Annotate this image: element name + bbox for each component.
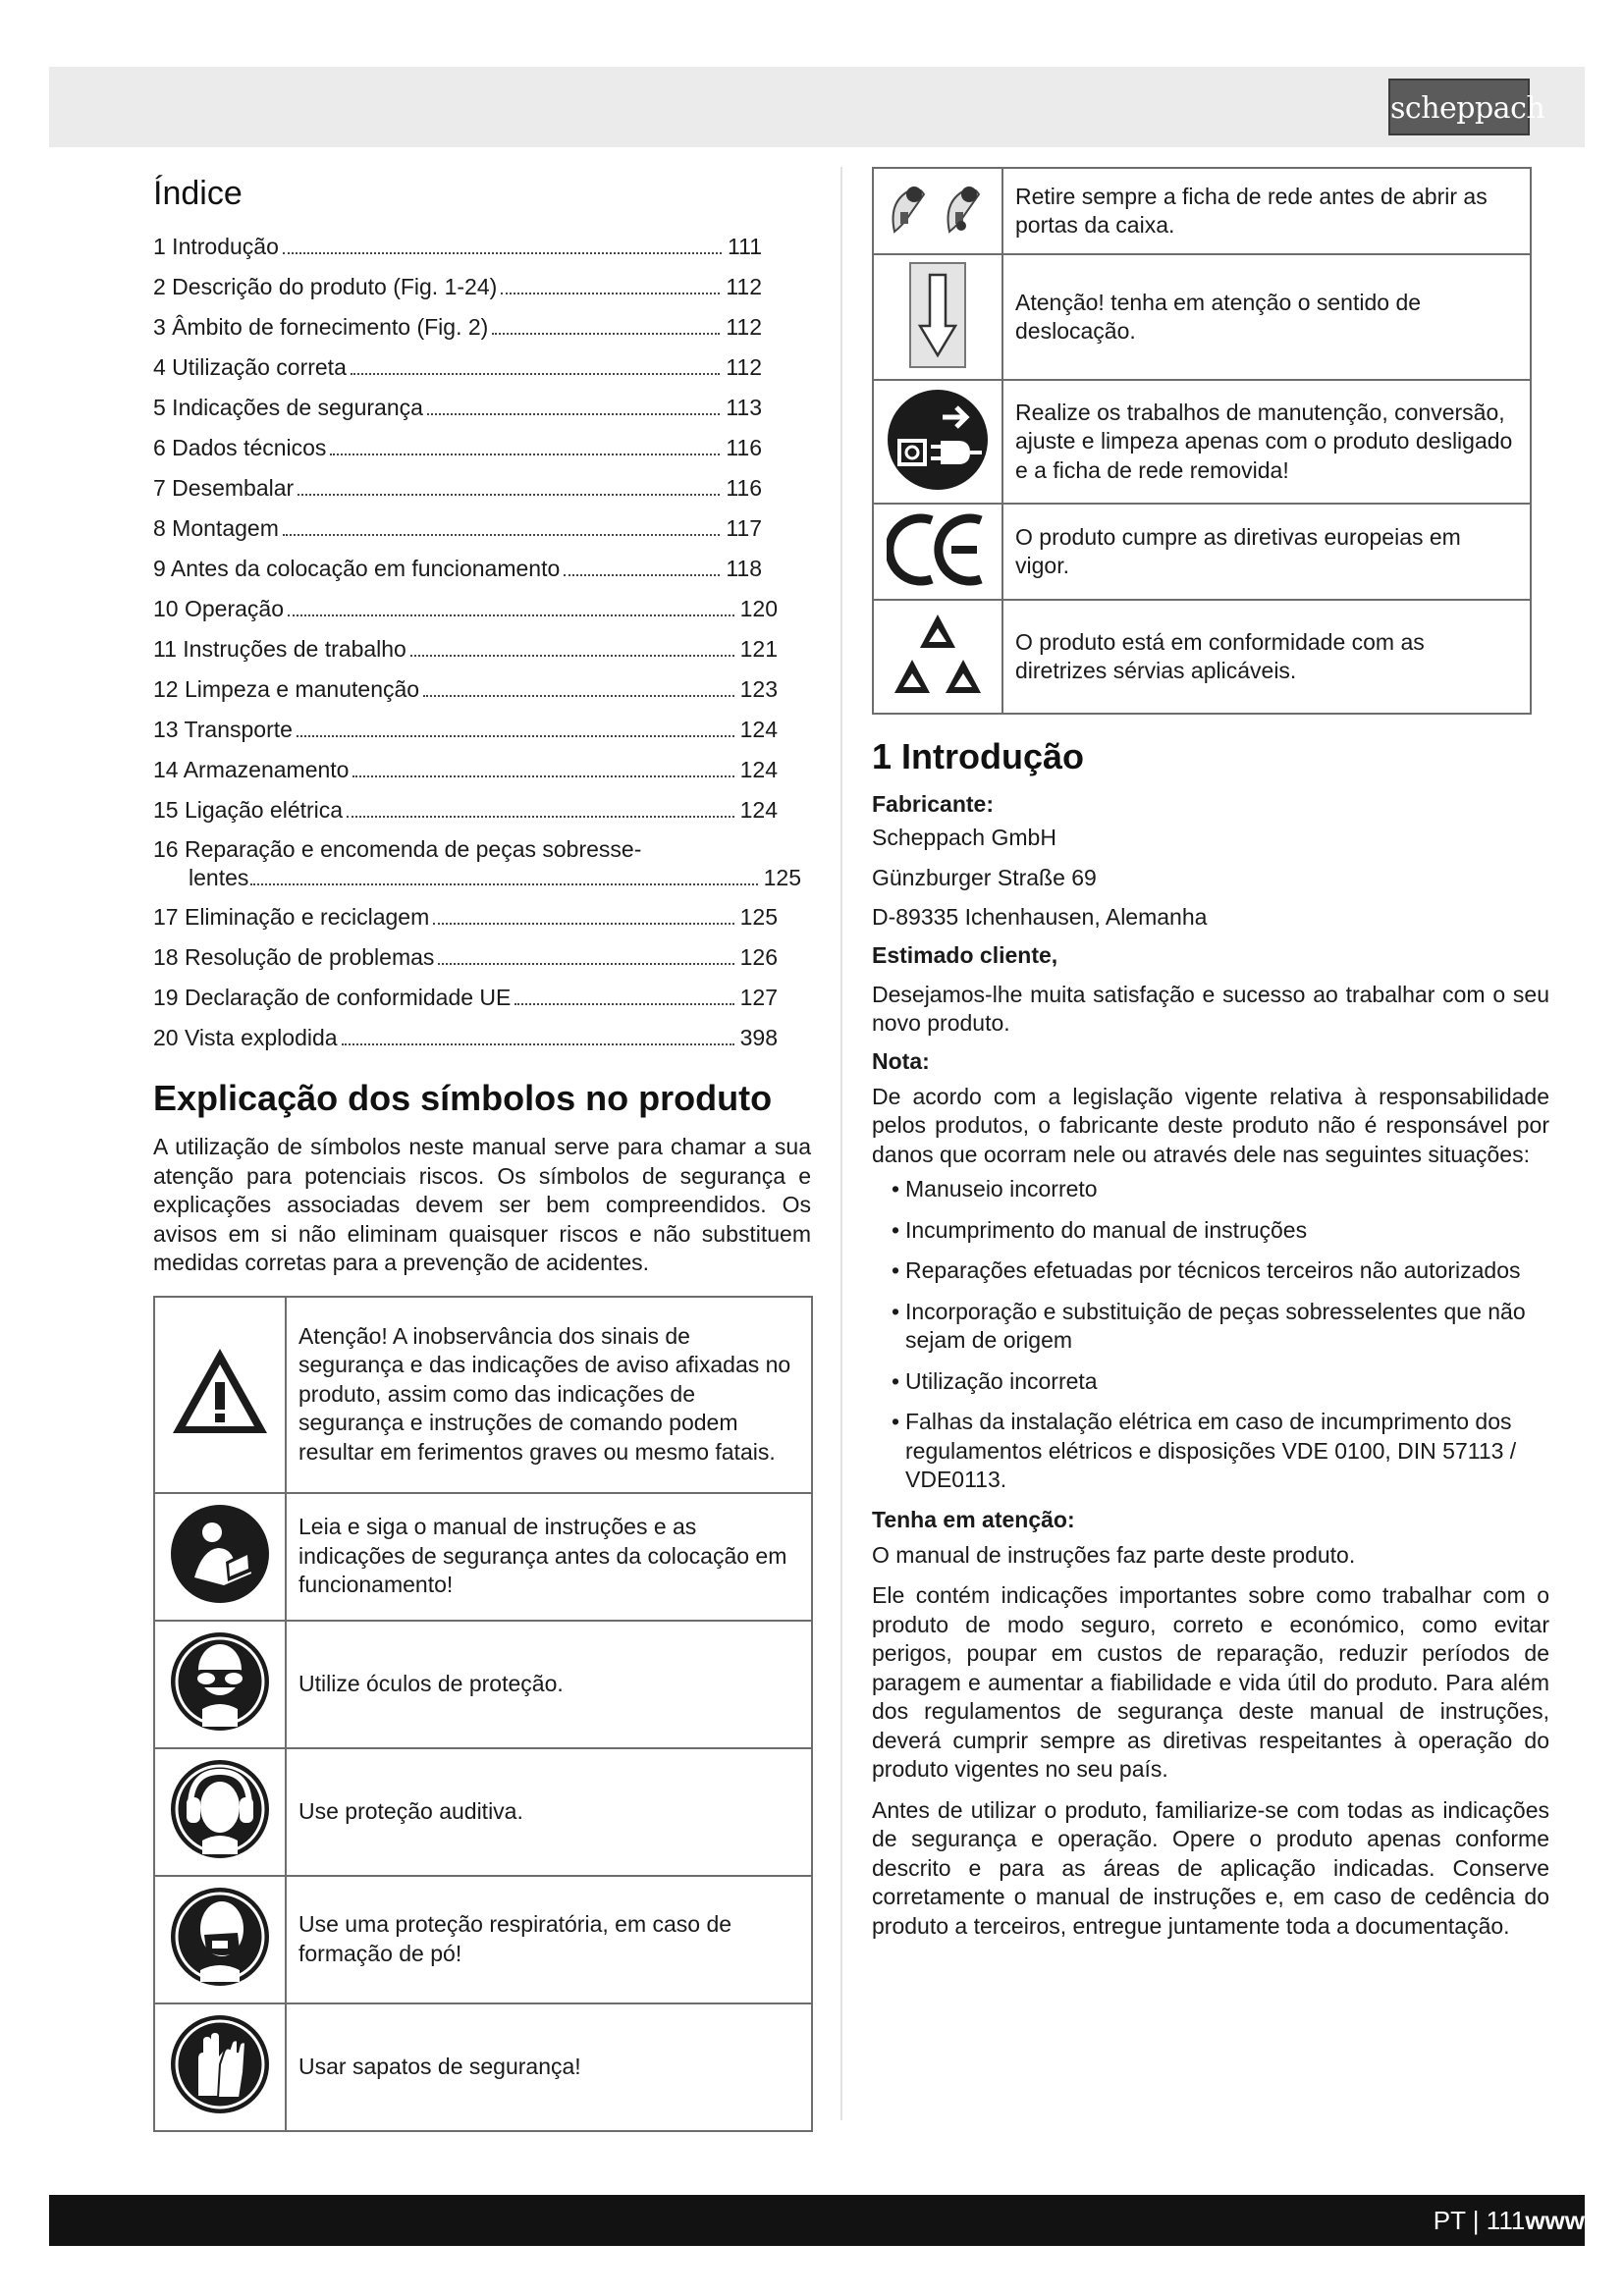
symbol-text: Retire sempre a ficha de rede antes de abrir as portas da caixa. <box>1002 168 1531 254</box>
symbol-icon-cell <box>154 1297 286 1493</box>
toc-entry: 7 Desembalar 116 <box>153 475 762 501</box>
footer-bar <box>49 2195 1585 2246</box>
toc-entry: 19 Declaração de conformidade UE 127 <box>153 985 778 1010</box>
symbols-section-title: Explicação dos símbolos no produto <box>153 1078 773 1118</box>
attention-paragraph: O manual de instruções faz parte deste produto. <box>872 1541 1356 1568</box>
dear-customer-label: Estimado cliente, <box>872 941 1058 968</box>
symbol-text: Use proteção auditiva. <box>286 1748 812 1876</box>
symbol-row <box>873 254 1531 380</box>
address-line: Scheppach GmbH <box>872 825 1056 850</box>
symbol-text: Atenção! tenha em atenção o sentido de deslocação. <box>1002 254 1531 380</box>
note-text: De acordo com a legislação vigente relativa à responsabilidade pelos produtos, o fabricante deste produto não é responsável por danos que ocorram nele ou através dele nas seguintes situações: <box>872 1083 1549 1167</box>
ce-mark-icon <box>887 510 989 589</box>
attention-paragraph: Antes de utilizar o produto, familiarize-se com todas as indicações de segurança e operação. Opere o produto apenas conforme descrito e para as áreas de aplicação indicadas. Conserve corretamente o manual de instruções e, em caso de cedência do produto a terceiros, entregue juntamente toda a documentação. <box>872 1796 1549 1939</box>
list-item: • Incumprimento do manual de instruções <box>892 1216 1308 1243</box>
list-item: • Utilização incorreta <box>892 1367 1098 1394</box>
warning-triangle-icon <box>169 1345 271 1439</box>
column-divider <box>840 167 842 2120</box>
toc-entry: 18 Resolução de problemas 126 <box>153 944 778 970</box>
symbol-icon-cell <box>873 600 1002 714</box>
symbol-row <box>154 1621 812 1748</box>
serbian-conformity-icon <box>887 611 989 699</box>
symbol-text: Atenção! A inobservância dos sinais de segurança e das indicações de aviso afixadas no produto, assim como das indicações de segurança e instruções de comando podem resultar em ferimentos graves ou mesmo fatais. <box>286 1297 812 1493</box>
symbol-icon-cell <box>873 380 1002 504</box>
toc-entry: 14 Armazenamento 124 <box>153 757 778 782</box>
ear-protection-icon <box>169 1758 271 1860</box>
address-line: Günzburger Straße 69 <box>872 864 1097 890</box>
safety-goggles-icon <box>169 1630 271 1733</box>
symbol-icon-cell <box>873 168 1002 254</box>
symbol-text: Realize os trabalhos de manutenção, conversão, ajuste e limpeza apenas com o produto desligado e a ficha de rede removida! <box>1002 380 1531 504</box>
toc-entry: 10 Operação 120 <box>153 596 778 621</box>
list-item: • Falhas da instalação elétrica em caso de incumprimento dos regulamentos elétricos e disposições VDE 0100, DIN 57113 / VDE0113. <box>892 1409 1517 1492</box>
symbol-icon-cell <box>873 504 1002 600</box>
note-label: Nota: <box>872 1047 930 1074</box>
intro-title: 1 Introdução <box>872 736 1085 776</box>
respirator-icon <box>169 1886 271 1988</box>
list-item: • Incorporação e substituição de peças sobresselentes que não sejam de origem <box>892 1298 1526 1353</box>
symbol-text: Leia e siga o manual de instruções e as indicações de segurança antes da colocação em funcionamento! <box>286 1493 812 1621</box>
symbol-row <box>154 1297 812 1493</box>
down-arrow-icon <box>908 261 967 369</box>
toc-entry: 9 Antes da colocação em funcionamento 118 <box>153 556 762 581</box>
list-item: • Reparações efetuadas por técnicos terceiros não autorizados <box>892 1257 1521 1283</box>
dear-customer-text: Desejamos-lhe muita satisfação e sucesso ao trabalhar com o seu novo produto. <box>872 981 1549 1036</box>
toc-entry: 16 Reparação e encomenda de peças sobresse- lentes 125 <box>153 836 801 890</box>
toc-entry: 13 Transporte 124 <box>153 717 778 742</box>
left-column <box>153 167 811 2132</box>
symbols-table-left <box>153 1296 813 2132</box>
symbol-row <box>873 504 1531 600</box>
attention-paragraph: Ele contém indicações importantes sobre como trabalhar com o produto de modo seguro, correto e económico, como evitar perigos, poupar em custos de reparação, reduzir períodos de paragem e aumentar a fiabilidade e vida útil do produto. Para além dos regulamentos de segurança deste manual de instruções, deverá cumprir sempre as diretivas respeitantes à operação do produto vigentes no seu país. <box>872 1582 1549 1782</box>
symbol-icon-cell <box>154 1876 286 2003</box>
symbol-icon-cell <box>154 1493 286 1621</box>
unplug-icon <box>881 175 995 243</box>
symbol-row <box>873 600 1531 714</box>
toc-entry: 1 Introdução 111 <box>153 234 762 259</box>
toc-entry: 6 Dados técnicos 116 <box>153 435 762 460</box>
symbol-row <box>873 380 1531 504</box>
symbol-text: O produto está em conformidade com as diretrizes sérvias aplicáveis. <box>1002 600 1531 714</box>
table-of-contents <box>153 227 811 1058</box>
symbol-icon-cell <box>154 1621 286 1748</box>
address-line: D-89335 Ichenhausen, Alemanha <box>872 904 1208 930</box>
scheppach-logo: scheppach <box>1388 79 1530 135</box>
symbol-text: O produto cumpre as diretivas europeias em vigor. <box>1002 504 1531 600</box>
symbol-row <box>154 2003 812 2131</box>
symbol-icon-cell <box>154 2003 286 2131</box>
toc-entry: 5 Indicações de segurança 113 <box>153 395 762 420</box>
toc-entry: 11 Instruções de trabalho 121 <box>153 636 778 662</box>
symbol-icon-cell <box>873 254 1002 380</box>
toc-entry: 2 Descrição do produto (Fig. 1-24) 112 <box>153 274 762 299</box>
toc-entry: 12 Limpeza e manutenção 123 <box>153 676 778 702</box>
symbol-icon-cell <box>154 1748 286 1876</box>
symbol-text: Use uma proteção respiratória, em caso de formação de pó! <box>286 1876 812 2003</box>
toc-entry: 15 Ligação elétrica 124 <box>153 797 778 823</box>
list-item: • Manuseio incorreto <box>892 1176 1098 1201</box>
toc-entry: 8 Montagem 117 <box>153 515 762 541</box>
toc-entry: 4 Utilização correta 112 <box>153 354 762 380</box>
symbol-row <box>154 1748 812 1876</box>
liability-bullet-list <box>872 1175 1549 1495</box>
symbol-text: Usar sapatos de segurança! <box>286 2003 812 2131</box>
read-manual-icon <box>169 1503 271 1605</box>
right-column <box>872 167 1549 1941</box>
safety-gloves-icon <box>169 2013 271 2115</box>
toc-entry: 17 Eliminação e reciclagem 125 <box>153 904 778 930</box>
symbols-table-right <box>872 167 1532 715</box>
attention-label: Tenha em atenção: <box>872 1506 1075 1532</box>
toc-entry: 20 Vista explodida 398 <box>153 1025 778 1050</box>
manufacturer-label: Fabricante: <box>872 791 994 817</box>
symbol-row <box>873 168 1531 254</box>
toc-entry: 3 Âmbito de fornecimento (Fig. 2) 112 <box>153 314 762 340</box>
toc-title: Índice <box>153 175 243 212</box>
symbol-text: Utilize óculos de proteção. <box>286 1621 812 1748</box>
header-bar <box>49 67 1585 147</box>
symbol-row <box>154 1493 812 1621</box>
symbols-intro-text: A utilização de símbolos neste manual serve para chamar a sua atenção para potenciais riscos. Os símbolos de segurança e explicações associadas devem ser bem compreendidos. Os avisos em si não eliminam quaisquer riscos e não substituem medidas corretas para a prevenção de acidentes. <box>153 1134 811 1275</box>
symbol-row <box>154 1876 812 2003</box>
page-number: PT | 111www <box>1433 2206 1585 2235</box>
disconnect-plug-icon <box>886 388 990 492</box>
